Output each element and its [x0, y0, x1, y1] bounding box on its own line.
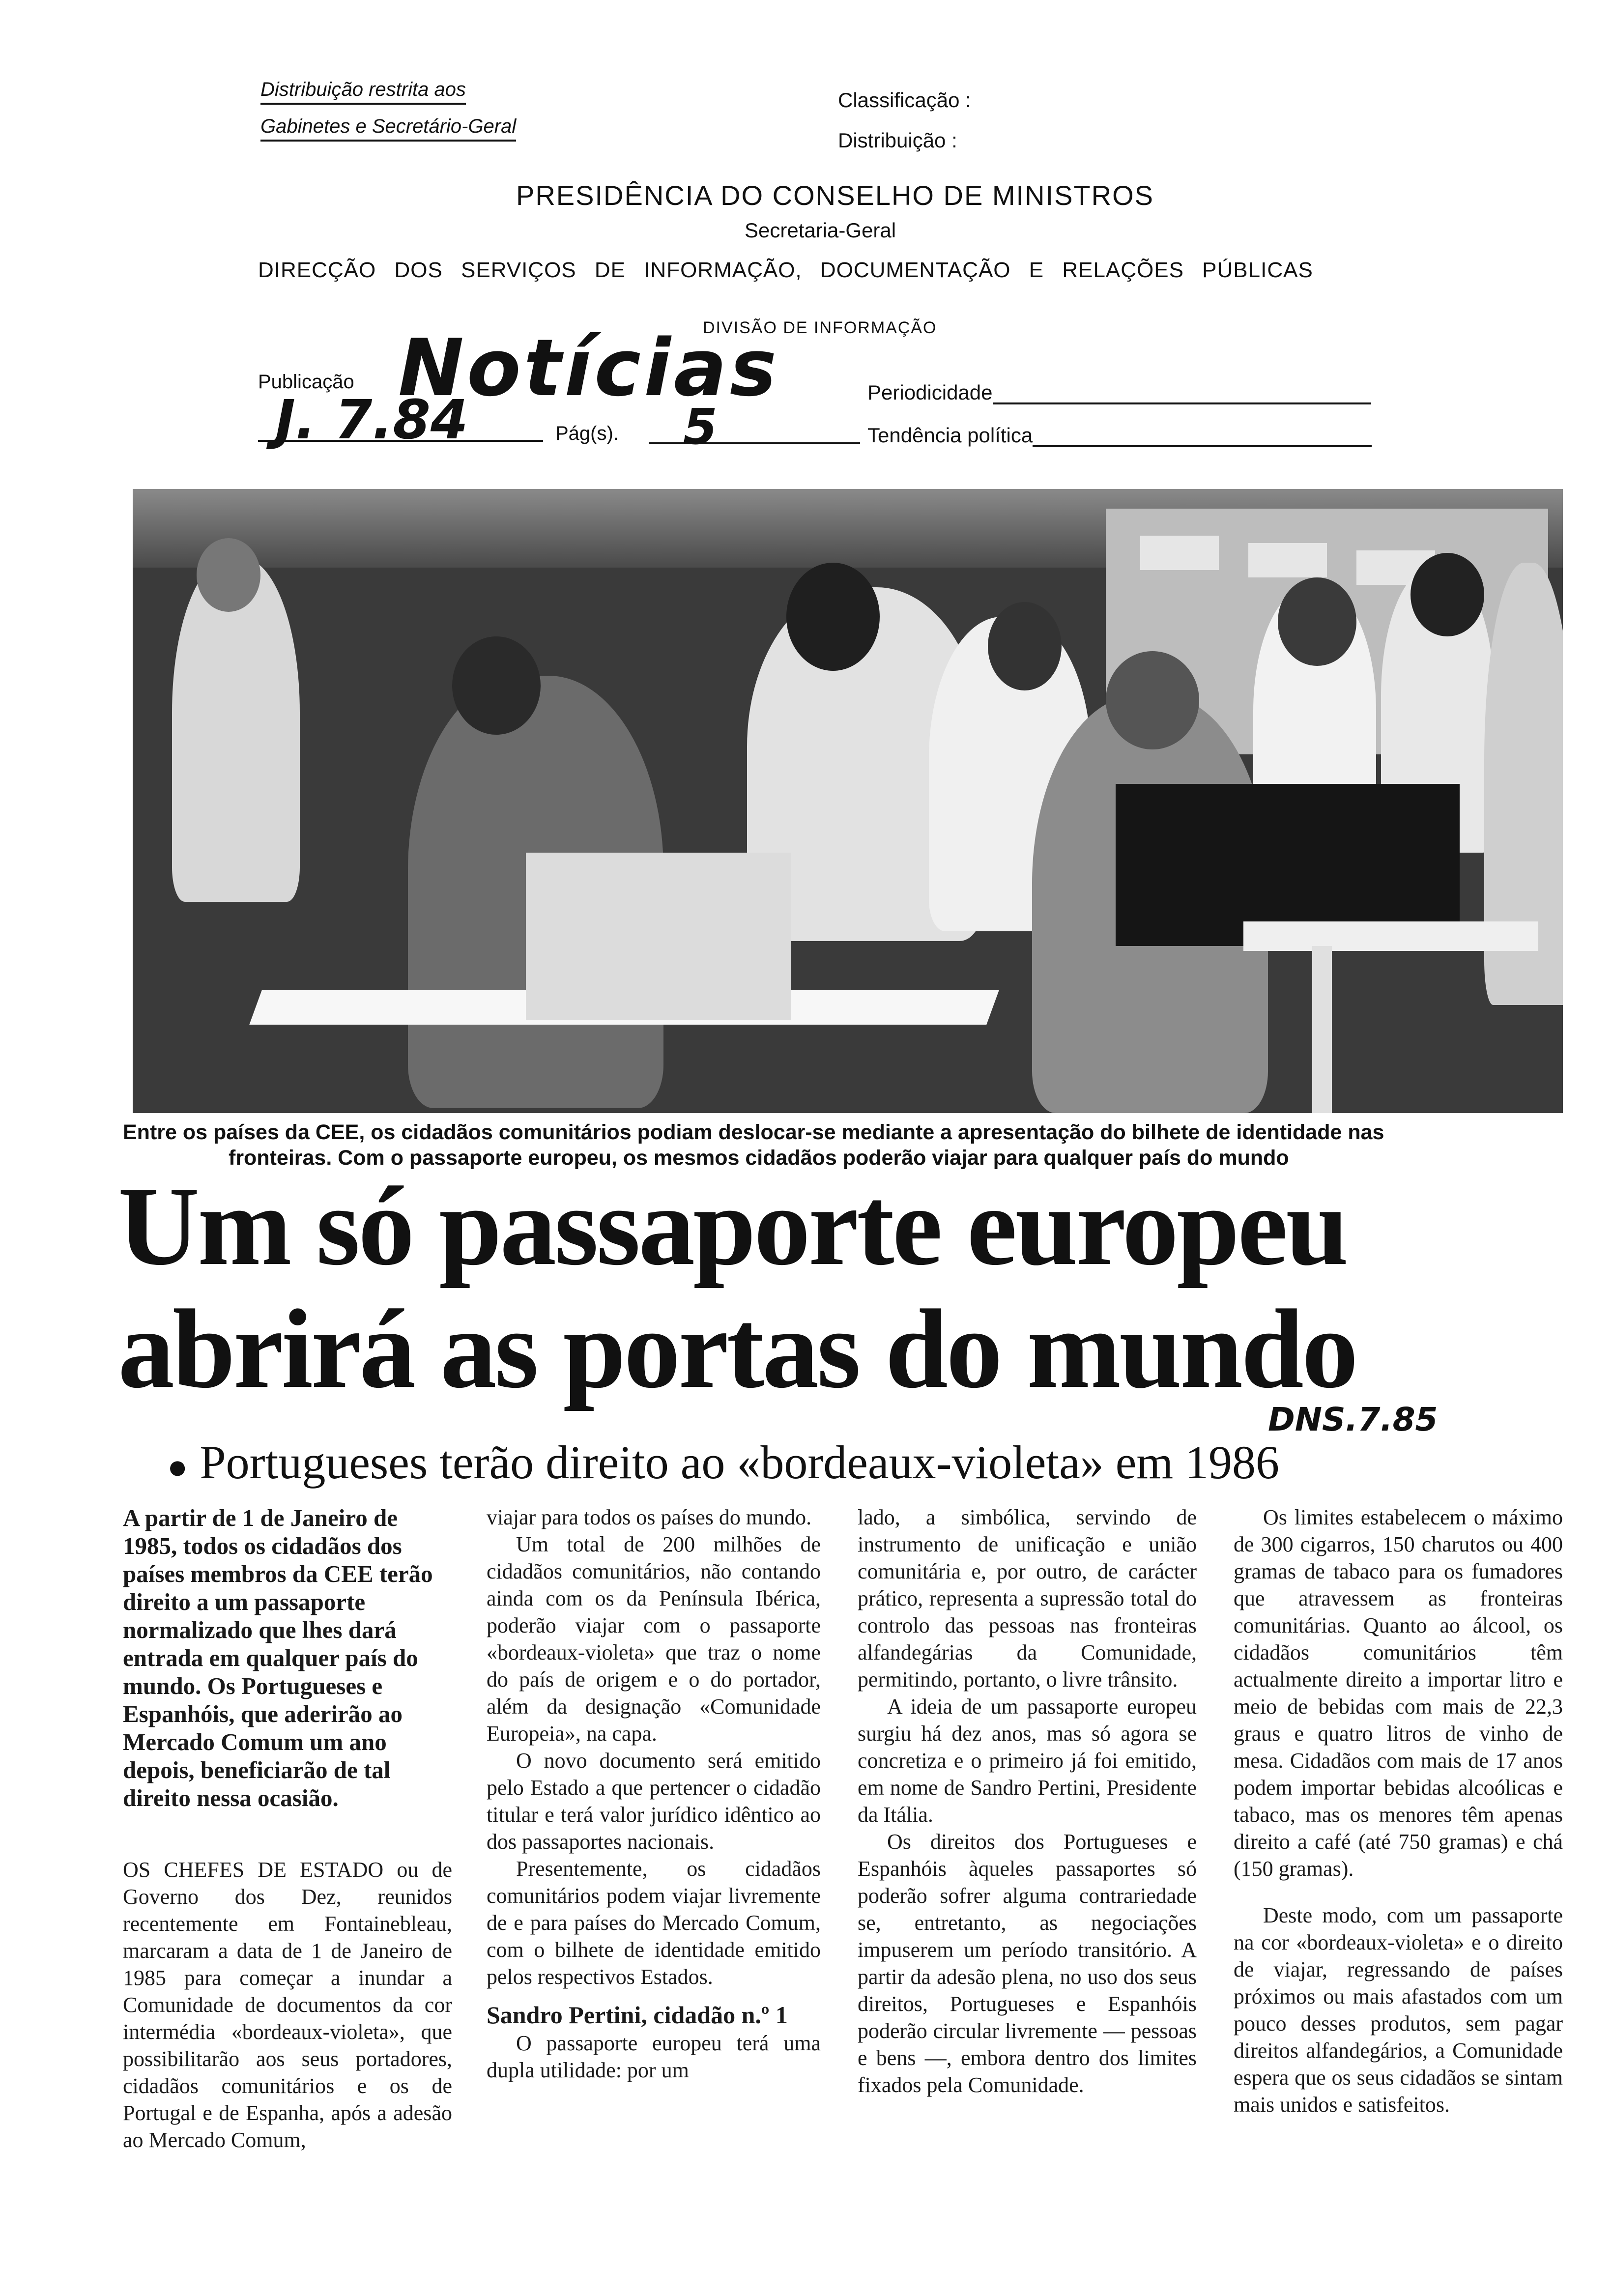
- col2-paragraph-0: viajar para todos os países do mundo.: [487, 1505, 812, 1529]
- headline-line1: Um só passaporte europeu: [118, 1163, 1347, 1289]
- col2-paragraph-2: O novo documento será emitido pelo Estado a que pertencer o cidadão titular e terá valor jurídico idêntico ao dos passaportes nacionais.: [487, 1749, 821, 1854]
- col4-paragraph-0: Os limites estabelecem o máximo de 300 cigarros, 150 charutos ou 400 gramas de tabaco para os fumadores que atravessem as fronteiras comunitárias. Quanto ao álcool, os cidadãos comunitários têm actualmente direito a importar litro e meio de bebidas com mais de 22,3 graus e quatro litros de vinho de mesa. Cidadãos com mais de 17 anos podem importar bebidas alcoólicas e tabaco, mas os menores têm apenas direito a café (até 750 gramas) e chá (150 gramas).: [1234, 1505, 1563, 1881]
- col4-paragraph-1: Deste modo, com um passaporte na cor «bordeaux-violeta» e o direito de viajar, regressando de países próximos ou mais afastados com um pouco desses produtos, sem pagar direitos alfandegários, a Comunidade espera que os seus cidadãos se sintam mais unidos e satisfeitos.: [1234, 1903, 1563, 2117]
- article-column-1: [123, 1504, 452, 2153]
- distribution-restricted-line1: Distribuição restrita aos: [260, 79, 466, 105]
- article-lead: A partir de 1 de Janeiro de 1985, todos os cidadãos dos países membros da CEE terão direito a um passaporte normalizado que lhes dará entrada em qualquer país do mundo. Os Portugueses e Espanhóis, que aderirão ao Mercado Comum um ano depois, beneficiarão de tal direito nessa ocasião.: [123, 1504, 433, 1811]
- date-line: [258, 440, 543, 442]
- col3-paragraph-0: lado, a simbólica, servindo de instrumento de unificação e união comunitária e, por outro, de carácter prático, representa a supressão total do controlo das pessoas nas fronteiras alfandegárias da Comunidade, permitindo, portanto, o livre trânsito.: [858, 1505, 1197, 1692]
- headline: [118, 1165, 1356, 1410]
- tendency-label: Tendência política: [867, 424, 1372, 447]
- col2-paragraph-3: Presentemente, os cidadãos comunitários podem viajar livremente de e para países do Mercado Comum, com o bilhete de identidade emitido pelos respectivos Estados.: [487, 1857, 821, 1989]
- classification-label: Classificação :: [838, 88, 971, 112]
- pages-handwritten: 5: [683, 398, 718, 456]
- article-column-3: [858, 1504, 1197, 2098]
- periodicity-label: Periodicidade: [867, 381, 1371, 404]
- subheadline: [167, 1435, 1279, 1490]
- col2-paragraph-1: Um total de 200 milhões de cidadãos comunitários, não contando ainda com os da Península Ibérica, poderão viajar com o passaporte «bordeaux-violeta» que traz o nome do país de origem e o do portador, além da designação «Comunidade Europeia», na capa.: [487, 1532, 821, 1746]
- directorate-title: DIRECÇÃO DOS SERVIÇOS DE INFORMAÇÃO, DOCUMENTAÇÃO E RELAÇÕES PÚBLICAS: [258, 258, 1313, 282]
- customs-photo: [133, 489, 1563, 1113]
- division-title: DIVISÃO DE INFORMAÇÃO: [703, 318, 937, 337]
- publication-label: Publicação: [258, 371, 354, 393]
- secretariat-title: Secretaria-Geral: [745, 219, 896, 242]
- date-handwritten: J. 7.84: [275, 388, 468, 451]
- article-column-4: [1234, 1504, 1563, 2118]
- pages-line: [649, 442, 860, 444]
- col3-paragraph-2: Os direitos dos Portugueses e Espanhóis àqueles passaportes só poderão sofrer alguma contrariedade se, entretanto, as negociações impuserem um período transitório. A partir da adesão plena, no uso dos seus direitos, Portugueses e Espanhóis poderão circular livremente — pessoas e bens —, embora dentro dos limites fixados pela Comunidade.: [858, 1830, 1197, 2097]
- col2-subhead: Sandro Pertini, cidadão n.º 1: [487, 2001, 788, 2029]
- presidency-title: PRESIDÊNCIA DO CONSELHO DE MINISTROS: [516, 180, 1154, 211]
- headline-line2: abrirá as portas do mundo: [118, 1286, 1356, 1411]
- publication-handwritten: Notícias: [398, 322, 780, 414]
- photo-caption-line2: fronteiras. Com o passaporte europeu, os mesmos cidadãos poderão viajar para qualquer país do mundo: [229, 1146, 1289, 1170]
- subheadline-text: Portugueses terão direito ao «bordeaux-violeta» em 1986: [200, 1436, 1279, 1489]
- pages-label: Pág(s).: [555, 423, 619, 444]
- handwritten-note: DNS.7.85: [1268, 1401, 1438, 1438]
- col1-paragraph: OS CHEFES DE ESTADO ou de Governo dos Dez, reunidos recentemente em Fontainebleau, marcaram a data de 1 de Janeiro de 1985 para começar a inundar a Comunidade de documentos da cor intermédia «bordeaux-violeta», que possibilitarão aos seus portadores, cidadãos comunitários e os de Portugal e de Espanha, após a adesão ao Mercado Comum,: [123, 1858, 452, 2152]
- distribution-restricted-line2: Gabinetes e Secretário-Geral: [260, 115, 516, 142]
- photo-caption-line1: Entre os países da CEE, os cidadãos comunitários podiam deslocar-se mediante a apresentação do bilhete de identidade nas: [123, 1120, 1384, 1144]
- col2-paragraph-4: O passaporte europeu terá uma dupla utilidade: por um: [487, 2031, 821, 2082]
- article-column-2: [487, 1504, 821, 2084]
- distribution-label: Distribuição :: [838, 129, 957, 152]
- col3-paragraph-1: A ideia de um passaporte europeu surgiu há dez anos, mas só agora se concretiza e o primeiro já foi emitido, em nome de Sandro Pertini, Presidente da Itália.: [858, 1694, 1197, 1827]
- bullet-icon: ●: [167, 1448, 188, 1486]
